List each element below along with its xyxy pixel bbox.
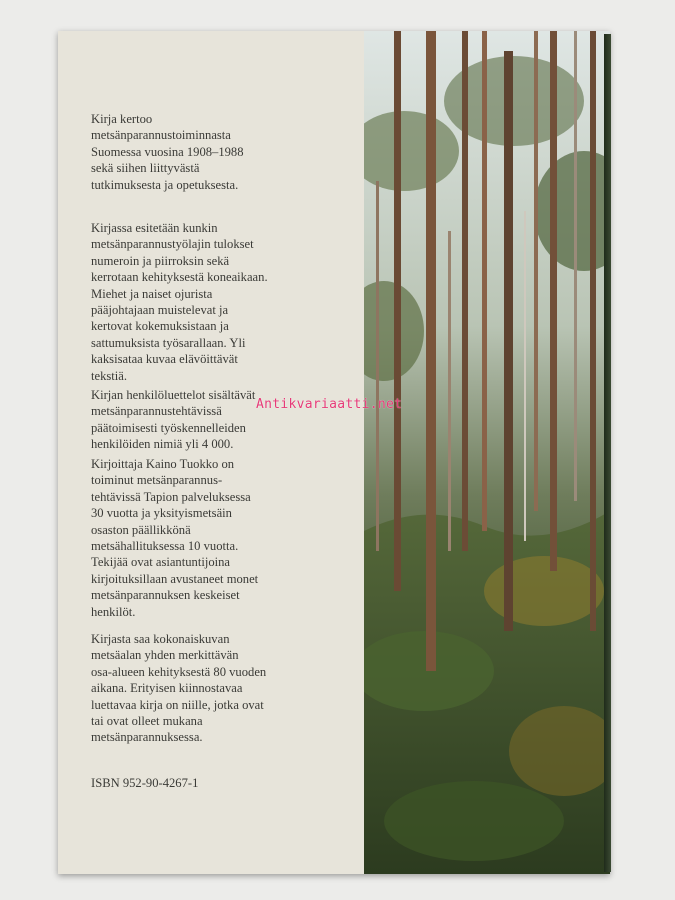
- forest-photo: [364, 31, 610, 874]
- book-back-cover: [58, 31, 610, 874]
- book-spine-edge: [604, 34, 611, 872]
- paragraph-contents: Kirjassa esitetään kunkin metsänparannustyölajin tulokset numeroin ja piirroksin sekä kerrotaan kehityksestä koneaikaan. Miehet ja naiset ojurista pääjohtajaan muistelevat ja kertovat kokemuksistaan ja sattumuksista työsarallaan. Yli kaksisataa kuvaa elävöittävät tekstiä.: [91, 221, 268, 383]
- paragraph-summary: Kirjasta saa kokonaiskuvan metsäalan yhden merkittävän osa-alueen kehityksestä 80 vuoden aikana. Erityisen kiinnostavaa luettavaa kirja on niille, jotka ovat tai ovat olleet mukana metsänparannuksessa.: [91, 632, 267, 745]
- isbn: ISBN 952-90-4267-1: [91, 776, 199, 790]
- paragraph-person-lists: Kirjan henkilöluettelot sisältävät metsänparannustehtävissä päätoimisesti työskennelleiden henkilöiden nimiä yli 4 000.: [91, 388, 256, 452]
- paragraph-intro: Kirja kertoo metsänparannustoiminnasta Suomessa vuosina 1908–1988 sekä siihen liittyvästä tutkimuksesta ja opetuksesta.: [91, 112, 244, 192]
- paragraph-author: Kirjoittaja Kaino Tuokko on toiminut metsänparannus- tehtävissä Tapion palveluksessa 30 vuotta ja yksityismetsäin osaston päällikkönä metsähallituksessa 10 vuotta. Tekijää ovat asiantuntijoina kirjoituksillaan avustaneet monet metsänparannuksen keskeiset henkilöt.: [91, 457, 259, 619]
- watermark: Antikvariaatti.net: [256, 397, 403, 412]
- text-panel: [58, 31, 364, 874]
